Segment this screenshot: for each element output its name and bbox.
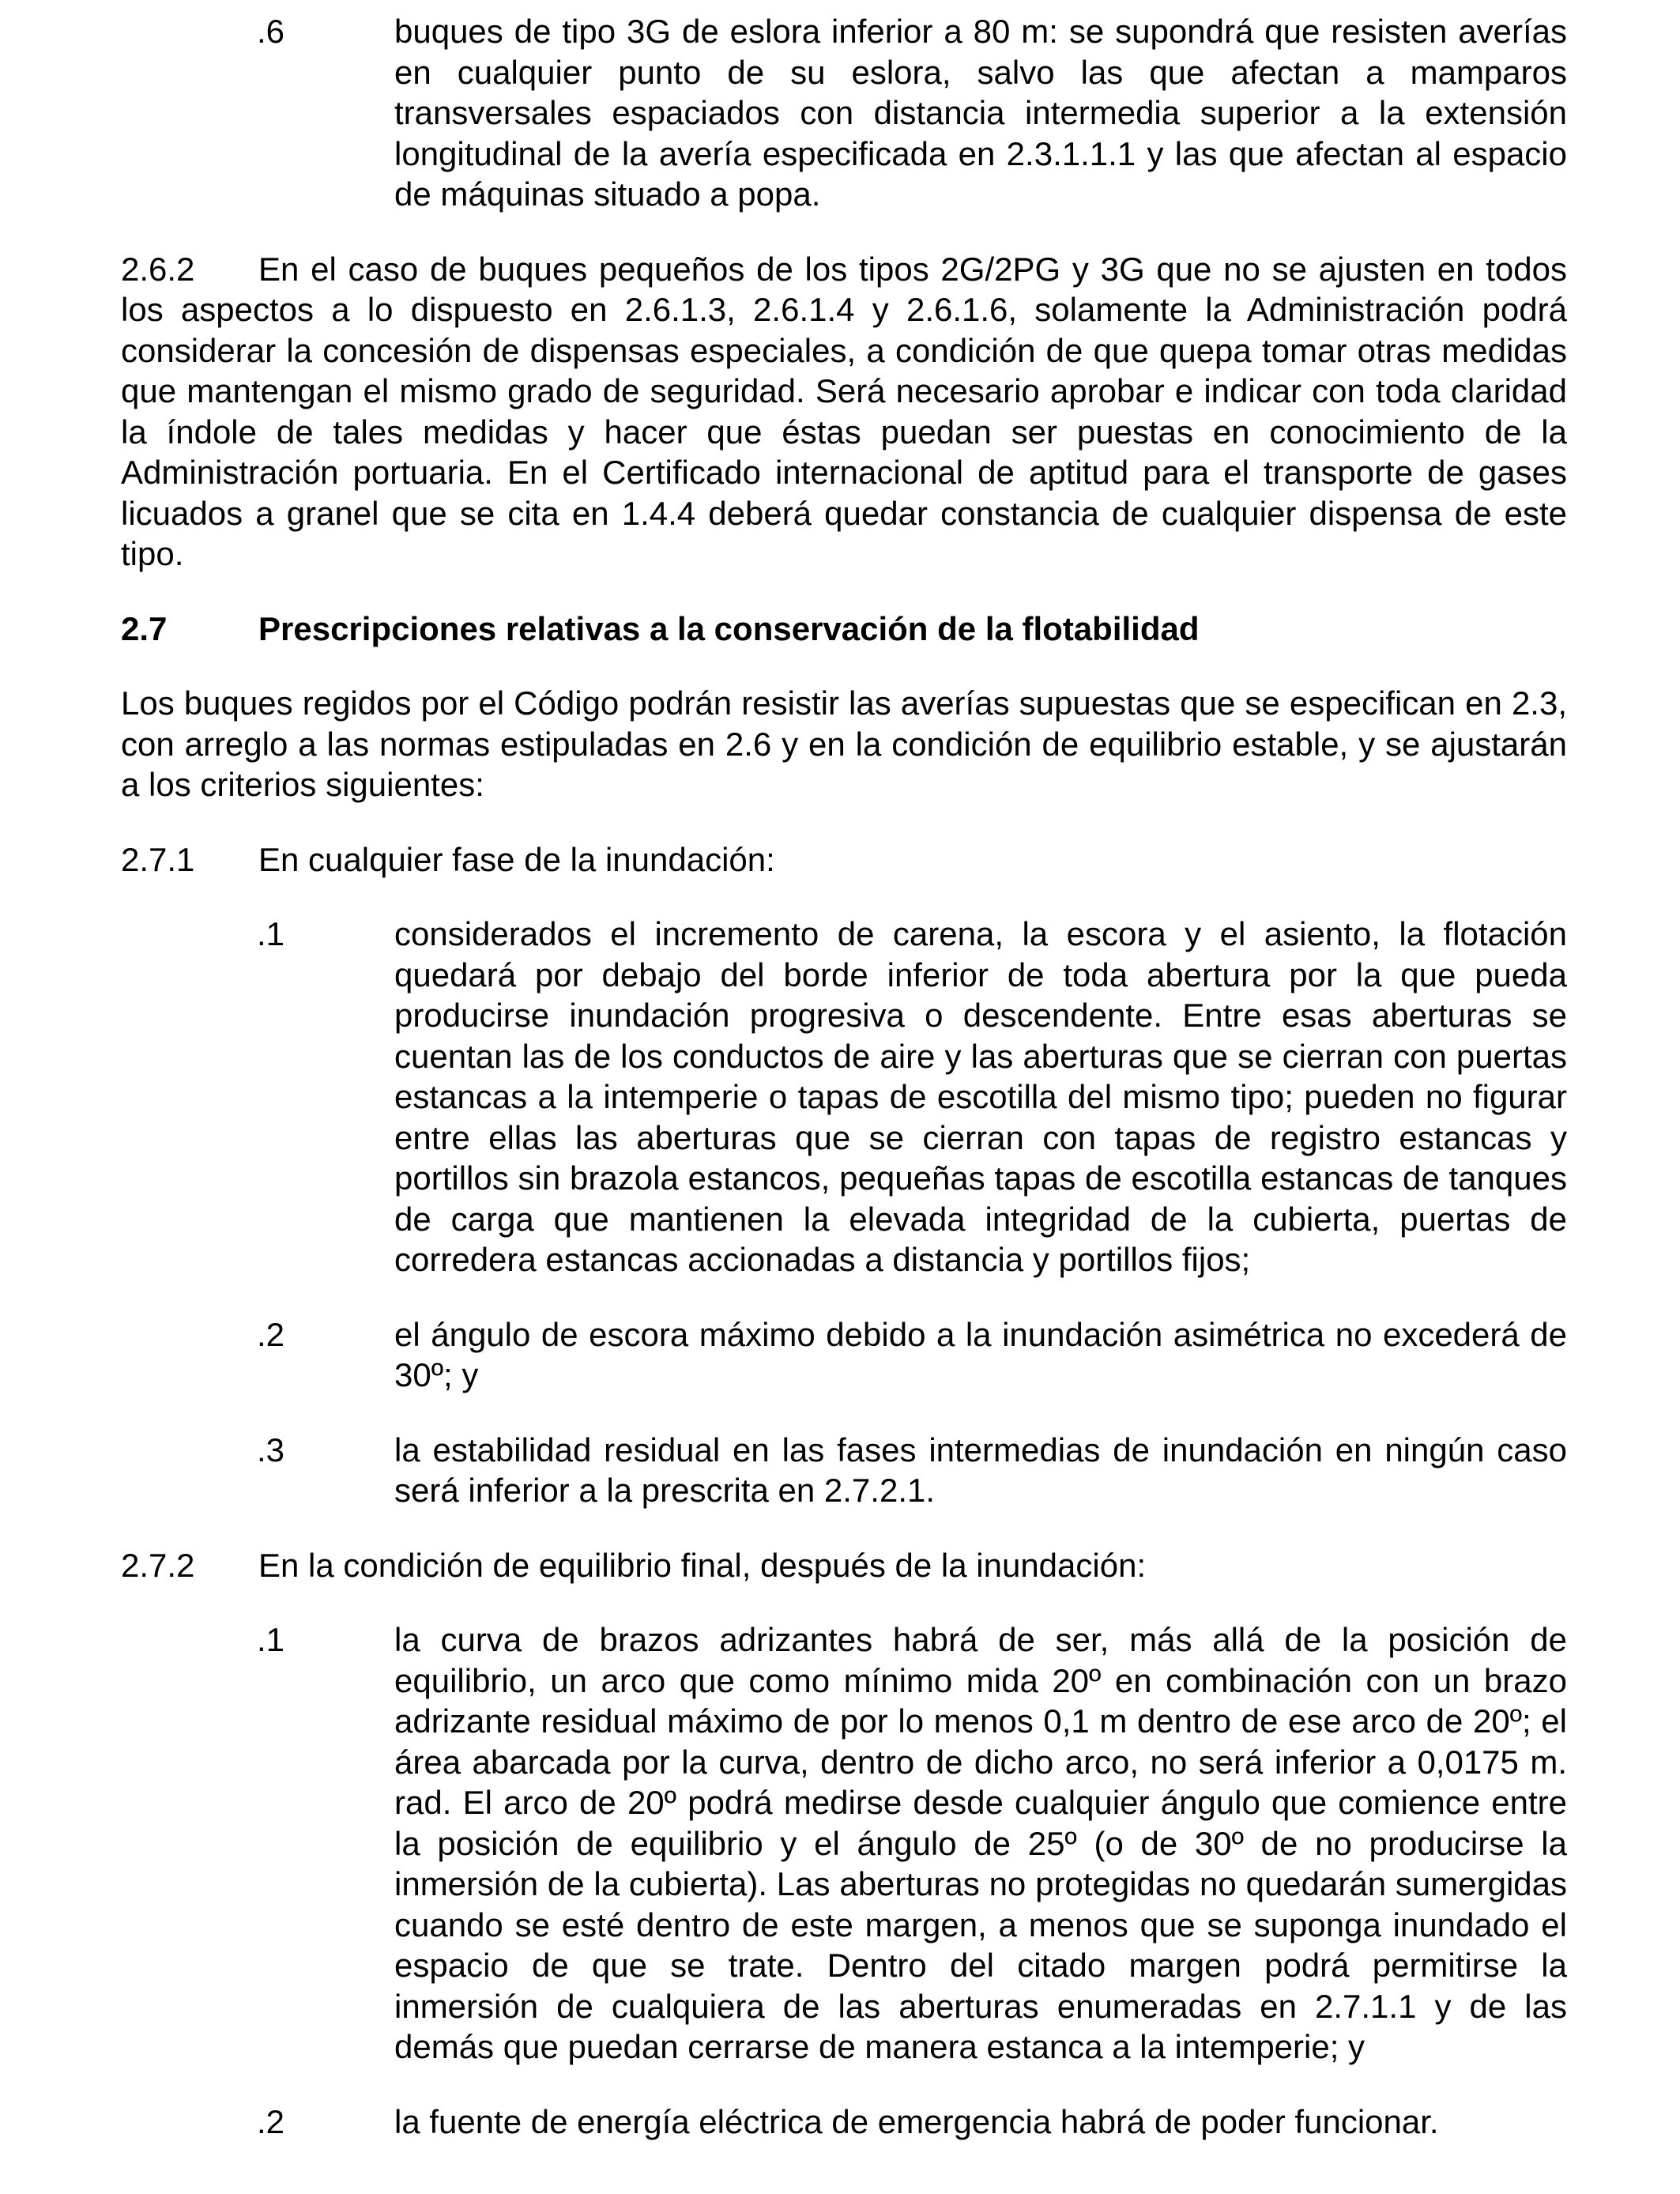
item-text: la fuente de energía eléctrica de emergencia habrá de poder funcionar.	[394, 2102, 1439, 2140]
section-heading	[121, 609, 1567, 650]
subsection-2-7-1	[121, 839, 1567, 880]
subsection-number: 2.7.2	[121, 1546, 195, 1584]
list-item	[121, 2102, 1567, 2143]
subsection-text: En cualquier fase de la inundación:	[258, 840, 775, 878]
paragraph-number: 2.6.2	[121, 250, 195, 288]
item-number: .2	[257, 1315, 285, 1353]
list-item	[121, 1430, 1567, 1511]
paragraph-2-6-2	[121, 249, 1567, 575]
subsection-text: En la condición de equilibrio final, después de la inundación:	[258, 1546, 1147, 1584]
item-number: .6	[257, 13, 285, 50]
item-number: .1	[257, 1621, 285, 1658]
subsection-number: 2.7.1	[121, 840, 195, 878]
paragraph-text: En el caso de buques pequeños de los tipos 2G/2PG y 3G que no se ajusten en todos los aspectos a lo dispuesto en 2.6.1.3, 2.6.1.4 y 2.6.1.6, solamente la Administración podrá considerar la concesión de dispensas especiales, a condición de que quepa tomar otras medidas que mantengan el mismo grado de seguridad. Será necesario aprobar e indicar con toda claridad la índole de tales medidas y hacer que éstas puedan ser puestas en conocimiento de la Administración portuaria. En el Certificado internacional de aptitud para el transporte de gases licuados a granel que se cita en 1.4.4 deberá quedar constancia de cualquier dispensa de este tipo.	[121, 250, 1567, 572]
section-intro: Los buques regidos por el Código podrán resistir las averías supuestas que se especifican en 2.3, con arreglo a las normas estipuladas en 2.6 y en la condición de equilibrio estable, y se ajustarán a los criterios siguientes:	[121, 684, 1567, 803]
list-item	[121, 914, 1567, 1280]
item-text: la estabilidad residual en las fases intermedias de inundación en ningún caso será inferior a la prescrita en 2.7.2.1.	[394, 1431, 1567, 1509]
list-item	[121, 11, 1567, 215]
section-title: Prescripciones relativas a la conservación de la flotabilidad	[258, 609, 1200, 647]
document-page	[121, 11, 1567, 2142]
section-number: 2.7	[121, 609, 168, 647]
item-text: el ángulo de escora máximo debido a la inundación asimétrica no excederá de 30º; y	[394, 1315, 1567, 1393]
list-item	[121, 1619, 1567, 2068]
item-number: .1	[257, 915, 285, 952]
subsection-2-7-2	[121, 1545, 1567, 1586]
item-text: considerados el incremento de carena, la escora y el asiento, la flotación quedará por debajo del borde inferior de toda abertura por la que pueda producirse inundación progresiva o descendente. Entre esas aberturas se cuentan las de los conductos de aire y las aberturas que se cierran con puertas estancas a la intemperie o tapas de escotilla del mismo tipo; pueden no figurar entre ellas las aberturas que se cierran con tapas de registro estancas y portillos sin brazola estancos, pequeñas tapas de escotilla estancas de tanques de carga que mantienen la elevada integridad de la cubierta, puertas de corredera estancas accionadas a distancia y portillos fijos;	[394, 915, 1567, 1278]
item-text: buques de tipo 3G de eslora inferior a 80 m: se supondrá que resisten averías en cualquier punto de su eslora, salvo las que afectan a mamparos transversales espaciados con distancia intermedia superior a la extensión longitudinal de la avería especificada en 2.3.1.1.1 y las que afectan al espacio de máquinas situado a popa.	[394, 13, 1567, 213]
item-number: .3	[257, 1431, 285, 1468]
item-number: .2	[257, 2102, 285, 2140]
item-text: la curva de brazos adrizantes habrá de ser, más allá de la posición de equilibrio, un arco que como mínimo mida 20º en combinación con un brazo adrizante residual máximo de por lo menos 0,1 m dentro de ese arco de 20º; el área abarcada por la curva, dentro de dicho arco, no será inferior a 0,0175 m. rad. El arco de 20º podrá medirse desde cualquier ángulo que comience entre la posición de equilibrio y el ángulo de 25º (o de 30º de no producirse la inmersión de la cubierta). Las aberturas no protegidas no quedarán sumergidas cuando se esté dentro de este margen, a menos que se suponga inundado el espacio de que se trate. Dentro del citado margen podrá permitirse la inmersión de cualquiera de las aberturas enumeradas en 2.7.1.1 y de las demás que puedan cerrarse de manera estanca a la intemperie; y	[394, 1621, 1567, 2065]
list-item	[121, 1314, 1567, 1396]
